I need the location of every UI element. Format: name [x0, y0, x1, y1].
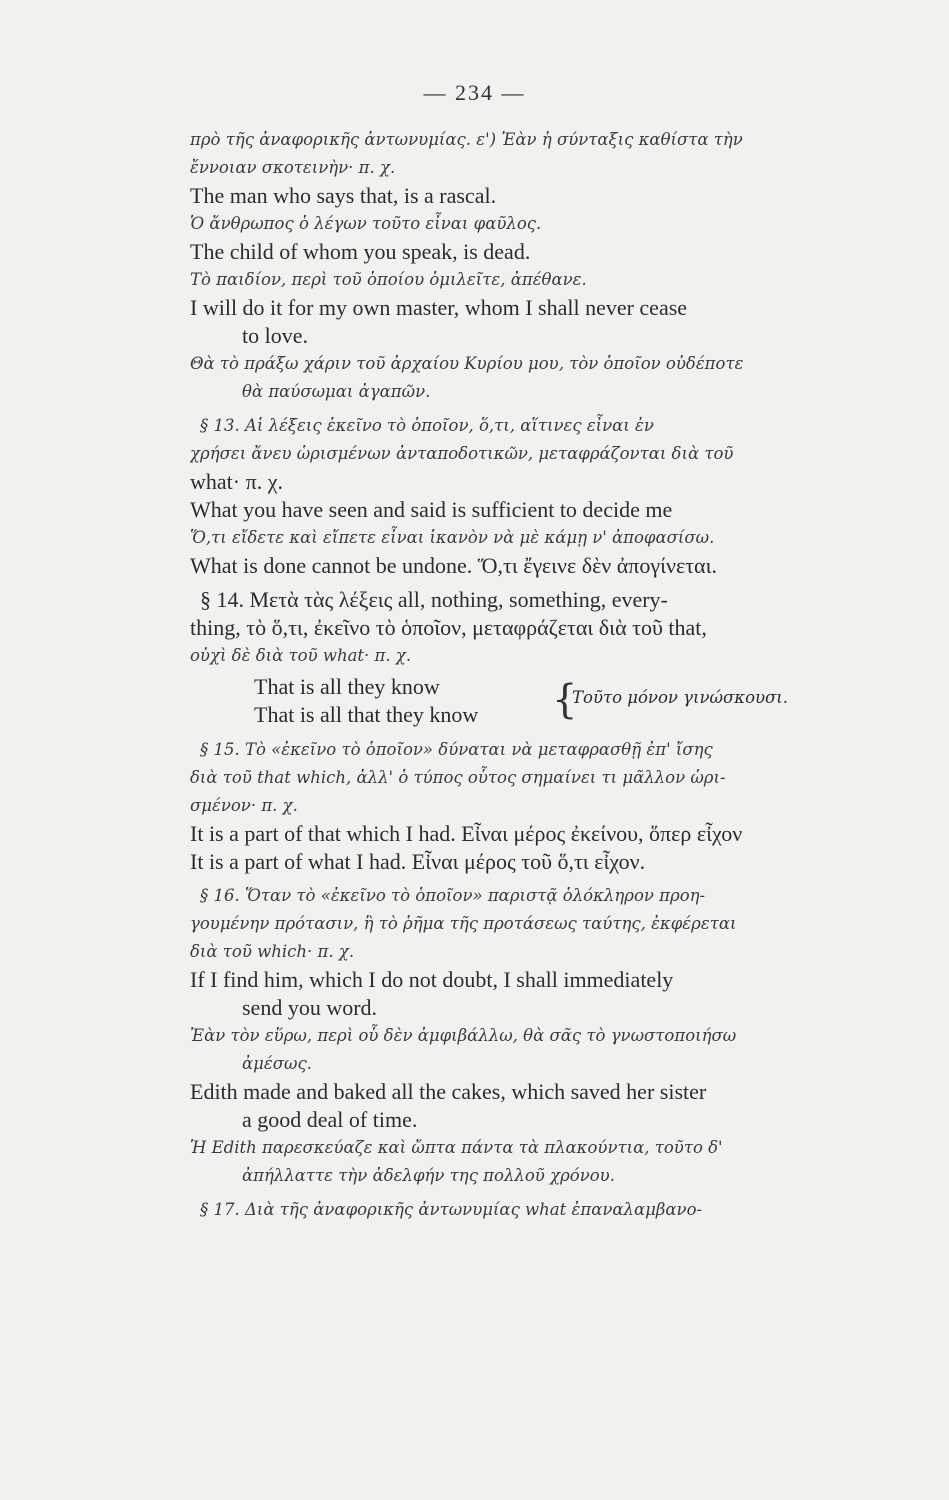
- section-16-heading-line: § 16. Ὅταν τὸ «ἐκεῖνο τὸ ὁποῖον» παριστᾷ ὁλόκληρον προη-: [200, 886, 706, 905]
- text-line: thing, τὸ ὅ,τι, ἐκεῖνο τὸ ὁποῖον, μεταφράζεται διὰ τοῦ that,: [190, 615, 707, 640]
- brace-example-translation: Τοῦτο μόνον γινώσκουσι.: [572, 688, 789, 707]
- text-line: to love.: [242, 323, 308, 348]
- text-line: θὰ παύσωμαι ἀγαπῶν.: [242, 382, 431, 401]
- curly-brace-icon: {: [552, 677, 578, 723]
- text-line: I will do it for my own master, whom I shall never cease: [190, 295, 688, 320]
- text-line: Ἐὰν τὸν εὕρω, περὶ οὗ δὲν ἀμφιβάλλω, θὰ σᾶς τὸ γνωστοποιήσω: [190, 1026, 737, 1045]
- text-line: Τὸ παιδίον, περὶ τοῦ ὁποίου ὁμιλεῖτε, ἀπέθανε.: [190, 270, 587, 289]
- brace-example-line-2: That is all that they know: [254, 702, 479, 727]
- section-14-heading-line: § 14. Μετὰ τὰς λέξεις all, nothing, something, every-: [200, 587, 668, 612]
- text-line: Ὁ ἄνθρωπος ὁ λέγων τοῦτο εἶναι φαῦλος.: [190, 214, 542, 233]
- text-line: It is a part of that which I had. Εἶναι μέρος ἐκείνου, ὅπερ εἶχον: [190, 821, 743, 846]
- section-17-heading-line: § 17. Διὰ τῆς ἀναφορικῆς ἀντωνυμίας what ἐπαναλαμβανο-: [200, 1200, 703, 1219]
- text-line: Edith made and baked all the cakes, which saved her sister: [190, 1079, 707, 1104]
- text-line: send you word.: [242, 995, 378, 1020]
- text-line: οὐχὶ δὲ διὰ τοῦ what· π. χ.: [190, 646, 412, 665]
- page-number: — 234 —: [423, 80, 526, 105]
- text-line: γουμένην πρότασιν, ἢ τὸ ῥῆμα τῆς προτάσεως ταύτης, ἐκφέρεται: [190, 914, 737, 933]
- text-line: What you have seen and said is sufficient to decide me: [190, 497, 673, 522]
- text-line: The man who says that, is a rascal.: [190, 183, 497, 208]
- text-line: σμένον· π. χ.: [190, 796, 298, 815]
- text-line: Θὰ τὸ πράξω χάριν τοῦ ἀρχαίου Κυρίου μου, τὸν ὁποῖον οὐδέποτε: [190, 354, 744, 373]
- brace-example-line-1: That is all they know: [254, 674, 440, 699]
- text-line: The child of whom you speak, is dead.: [190, 239, 531, 264]
- text-line: It is a part of what I had. Εἶναι μέρος τοῦ ὅ,τι εἶχον.: [190, 849, 646, 874]
- text-line: πρὸ τῆς ἀναφορικῆς ἀντωνυμίας. ε') Ἐὰν ἡ σύνταξις καθίστα τὴν: [190, 130, 743, 149]
- text-line: If I find him, which I do not doubt, I shall immediately: [190, 967, 674, 992]
- text-line: χρήσει ἄνευ ὡρισμένων ἀνταποδοτικῶν, μεταφράζονται διὰ τοῦ: [190, 444, 734, 463]
- text-line: What is done cannot be undone. Ὅ,τι ἔγεινε δὲν ἀπογίνεται.: [190, 553, 718, 578]
- section-13-heading-line: § 13. Αἱ λέξεις ἐκεῖνο τὸ ὁποῖον, ὅ,τι, αἵτινες εἶναι ἐν: [200, 416, 654, 435]
- text-line: διὰ τοῦ which· π. χ.: [190, 942, 355, 961]
- text-line: ἀμέσως.: [242, 1054, 312, 1073]
- text-line: ἔννοιαν σκοτεινὴν· π. χ.: [190, 158, 396, 177]
- page-body-text: [190, 126, 880, 1224]
- section-15-heading-line: § 15. Τὸ «ἐκεῖνο τὸ ὁποῖον» δύναται νὰ μεταφρασθῇ ἐπ' ἴσης: [200, 740, 713, 759]
- brace-example: [190, 674, 880, 730]
- text-line: what· π. χ.: [190, 469, 283, 494]
- text-line: Ὅ,τι εἴδετε καὶ εἴπετε εἶναι ἱκανὸν νὰ μὲ κάμῃ ν' ἀποφασίσω.: [190, 528, 715, 547]
- text-line: a good deal of time.: [242, 1107, 418, 1132]
- text-line: ἀπήλλαττε τὴν ἀδελφήν της πολλοῦ χρόνου.: [242, 1166, 615, 1185]
- text-line: Ἡ Edith παρεσκεύαζε καὶ ὤπτα πάντα τὰ πλακούντια, τοῦτο δ': [190, 1138, 723, 1157]
- text-line: διὰ τοῦ that which, ἀλλ' ὁ τύπος οὗτος σημαίνει τι μᾶλλον ὡρι-: [190, 768, 726, 787]
